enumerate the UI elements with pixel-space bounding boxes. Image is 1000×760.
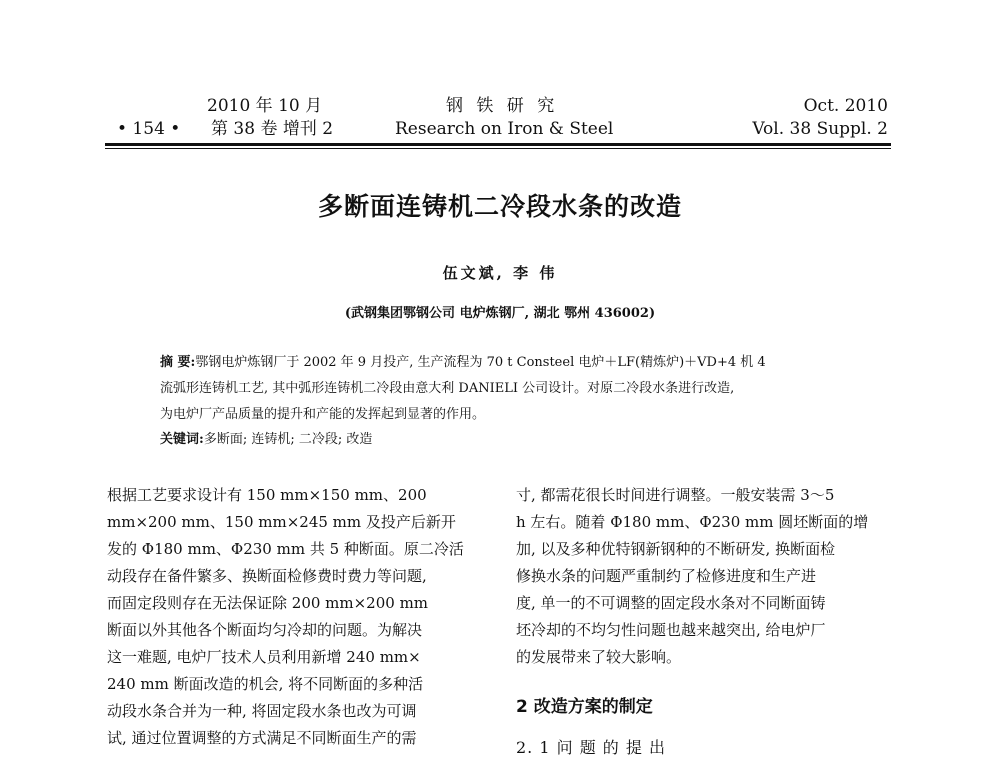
left-column-line: 试, 通过位置调整的方式满足不同断面生产的需 — [107, 729, 417, 747]
keywords-line — [160, 429, 372, 451]
issue-date-chinese: 2010 年 10 月 — [207, 96, 323, 116]
journal-name-english: Research on Iron & Steel — [395, 119, 614, 139]
article-title: 多断面连铸机二冷段水条的改造 — [317, 192, 682, 221]
right-column-line: 修换水条的问题严重制约了检修进度和生产进 — [516, 567, 817, 585]
subsection-heading-2-1: 2. 1 问 题 的 提 出 — [516, 738, 666, 757]
right-column-line: 的发展带来了较大影响。 — [516, 648, 682, 666]
article-authors: 伍文斌, 李 伟 — [442, 264, 558, 282]
keywords: 多断面; 连铸机; 二冷段; 改造 — [203, 432, 373, 447]
right-column-line: 坯冷却的不均匀性问题也越来越突出, 给电炉厂 — [516, 621, 826, 639]
left-column-line: 根据工艺要求设计有 150 mm×150 mm、200 — [107, 486, 427, 504]
left-column-line: 动段水条合并为一种, 将固定段水条也改为可调 — [107, 702, 417, 720]
header-rule-thick — [105, 143, 891, 146]
left-column-line: 动段存在备件繁多、换断面检修费时费力等问题, — [107, 567, 427, 585]
abstract-line: 流弧形连铸机工艺, 其中弧形连铸机二冷段由意大利 DANIELI 公司设计。对原二冷段水条进行改造, — [160, 381, 735, 396]
issue-date-english: Oct. 2010 — [803, 96, 888, 116]
section-heading-2: 2 改造方案的制定 — [516, 697, 653, 717]
journal-name-chinese: 钢 铁 研 究 — [446, 96, 559, 116]
abstract-line: 摘 要:鄂钢电炉炼钢厂于 2002 年 9 月投产, 生产流程为 70 t Consteel 电炉＋LF(精炼炉)＋VD+4 机 4 — [160, 355, 766, 370]
abstract-line: 为电炉厂产品质量的提升和产能的发挥起到显著的作用。 — [160, 407, 486, 422]
volume-english: Vol. 38 Suppl. 2 — [752, 119, 888, 139]
right-column-line: 度, 单一的不可调整的固定段水条对不同断面铸 — [516, 594, 826, 612]
left-column-line: 240 mm 断面改造的机会, 将不同断面的多种活 — [107, 675, 424, 693]
left-column-line: 发的 Φ180 mm、Φ230 mm 共 5 种断面。原二冷活 — [107, 540, 464, 558]
volume-chinese: 第 38 卷 增刊 2 — [211, 119, 334, 139]
keywords-label: 关键词: — [160, 432, 204, 447]
left-column-line: 断面以外其他各个断面均匀冷却的问题。为解决 — [107, 621, 423, 639]
left-column-line: 而固定段则存在无法保证除 200 mm×200 mm — [107, 594, 429, 612]
right-column-line: 加, 以及多种优特钢新钢种的不断研发, 换断面检 — [516, 540, 836, 558]
right-column-line: h 左右。随着 Φ180 mm、Φ230 mm 圆坯断面的增 — [516, 513, 869, 531]
author-affiliation: (武钢集团鄂钢公司 电炉炼钢厂, 湖北 鄂州 436002) — [344, 306, 656, 321]
abstract-label: 摘 要: — [160, 355, 196, 370]
left-column-line: 这一难题, 电炉厂技术人员利用新增 240 mm× — [107, 648, 421, 666]
right-column-line: 寸, 都需花很长时间进行调整。一般安装需 3～5 — [516, 486, 835, 504]
left-column-line: mm×200 mm、150 mm×245 mm 及投产后新开 — [107, 513, 456, 531]
header-rule-thin — [105, 148, 891, 149]
page-number: • 154 • — [117, 119, 181, 139]
